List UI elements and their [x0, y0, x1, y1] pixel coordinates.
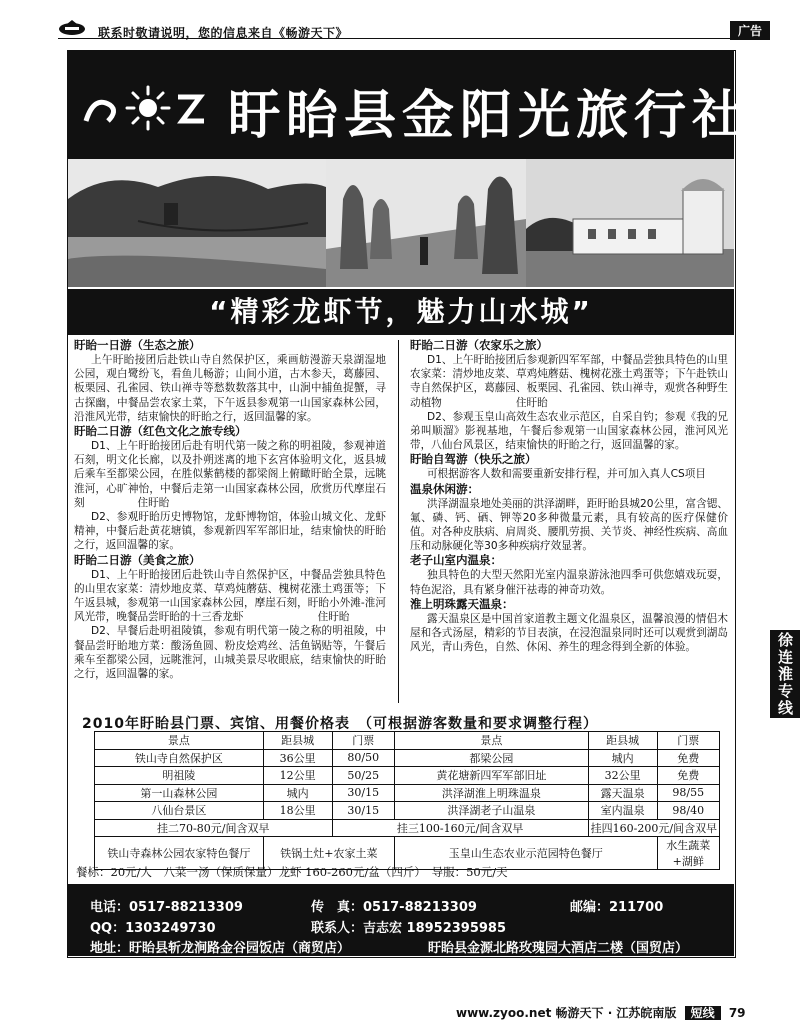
meal-price-line: 餐标：20元/人 八菜一汤（保质保量）龙虾 160-260元/盆（四斤） 导服：50元/天: [76, 865, 508, 879]
table-cell: 黄花塘新四军军部旧址: [395, 767, 589, 785]
table-cell: 12公里: [263, 767, 332, 785]
hotel-price-cell: 挂二70-80元/间含双早: [95, 819, 333, 837]
page-header: [0, 0, 800, 40]
header-rule: [58, 38, 770, 39]
qq-number: QQ：1303249730: [90, 921, 216, 936]
contact-person: 联系人：吉志宏 18952395985: [311, 921, 507, 936]
table-cell: 32公里: [588, 767, 657, 785]
table-header-cell: 距县城: [263, 732, 332, 750]
table-cell: 30/15: [332, 784, 395, 802]
hotspring-title: 淮上明珠露天温泉：: [410, 596, 514, 611]
observatory-building-photo: [526, 159, 734, 287]
itinerary-text: 可根据游客人数和需要重新安排行程，并可加入真人CS项目: [426, 468, 706, 481]
table-cell: 室内温泉: [588, 802, 657, 820]
table-cell: 洪泽湖老子山温泉: [395, 802, 589, 820]
column-divider: [398, 340, 399, 703]
table-cell: 98/40: [657, 802, 720, 820]
table-cell: 80/50: [332, 749, 395, 767]
table-row: [95, 767, 720, 785]
table-cell: 30/15: [332, 802, 395, 820]
table-header-cell: 景点: [395, 732, 589, 750]
itinerary-title: 盱眙自驾游（快乐之旅）: [410, 452, 537, 467]
restaurant-cell: 玉皇山生态农业示范园特色餐厅: [395, 837, 658, 870]
hotspring-title: 温泉休闲游：: [410, 481, 479, 496]
hotspring-text: 洪泽湖温泉地处美丽的洪泽湖畔，距盱眙县城20公里，富含锶、氟、磷、钙、硒、钾等20多种微量元素，具有较高的医疗保健价值。对各种皮肤病、肩周炎、腰肌劳损、关节炎、神经性疾病、高血压和动脉硬化等30多种疾病疗效显著。: [410, 497, 728, 553]
itinerary-title: 盱眙二日游（农家乐之旅）: [410, 338, 548, 352]
table-cell: 都梁公园: [395, 749, 589, 767]
restaurant-cell: 水生蔬菜+湖鲜: [657, 837, 720, 870]
itinerary-title: 盱眙二日游（红色文化之旅专线）: [74, 424, 247, 439]
table-header-cell: 景点: [95, 732, 264, 750]
route-side-tab: 徐连淮专线: [770, 630, 800, 718]
website-link[interactable]: www.zyoo.net: [456, 1006, 552, 1020]
table-cell: 八仙台景区: [95, 802, 264, 820]
table-header-cell: 距县城: [588, 732, 657, 750]
restaurant-cell: 铁锅土灶+农家土菜: [263, 837, 394, 870]
table-row: [95, 749, 720, 767]
hotspring-text: 露天温泉区是中国首家道教主题文化温泉区，温馨浪漫的情侣木屋和各式汤屋，精彩的节目表演，在浸泡温泉同时还可以观赏到湖岛风光，青山秀色，自然、休闲、养生的理念得到全新的体验。: [410, 612, 728, 654]
itinerary-text: D1、上午盱眙接团后参观新四军军部，中餐品尝独具特色的山里农家菜：清炒地皮菜、草鸡炖蘑菇、槐树花涨土鸡蛋等；下午赴铁山寺自然保护区，葛藤园、板栗园、孔雀园、铁山禅寺，观赏各种野生动植物 住盱眙: [410, 354, 728, 409]
right-itinerary-column: [410, 338, 728, 654]
table-header-cell: 门票: [657, 732, 720, 750]
itinerary-text: D2、参观玉皇山高效生态农业示范区，自采自钓；参观《我的兄弟叫顺溜》影视基地，午餐后参观第一山国家森林公园，淮河风光带，八仙台风景区，结束愉快的盱眙之行，返回温馨的家。: [410, 410, 728, 452]
restaurant-cell: 铁山寺森林公园农家特色餐厅: [95, 837, 264, 870]
address-guomao: 盱眙县金源北路玫瑰园大酒店二楼（国贸店）: [428, 941, 689, 956]
table-cell: 免费: [657, 749, 720, 767]
table-row: [95, 784, 720, 802]
source-notice: 联系时敬请说明，您的信息来自《畅游天下》: [98, 26, 349, 40]
table-cell: 城内: [588, 749, 657, 767]
page-number: 79: [728, 1006, 746, 1020]
agency-name: 盱眙县金阳光旅行社: [228, 85, 751, 146]
table-cell: 城内: [263, 784, 332, 802]
hotel-price-cell: 挂四160-200元/间含双早: [588, 819, 719, 837]
table-cell: 铁山寺自然保护区: [95, 749, 264, 767]
ad-label: 广告: [730, 21, 770, 40]
fax-number: 传 真：0517-88213309: [311, 900, 477, 915]
itinerary-text: D2、早餐后赴明祖陵镇，参观有明代第一陵之称的明祖陵，中餐品尝盱眙地方菜：酸汤鱼圆、粉皮烩鸡丝、活鱼锅贴等，午餐后乘车至都梁公园，远眺淮河，山城美景尽收眼底，结束愉快的盱眙之行，返回温馨的家。: [74, 625, 386, 681]
sun-brand-logo-icon: [78, 81, 208, 136]
scenery-photo-strip: [68, 159, 734, 287]
itinerary-title: 盱眙二日游（美食之旅）: [74, 552, 201, 567]
table-cell: 免费: [657, 767, 720, 785]
table-cell: 露天温泉: [588, 784, 657, 802]
itinerary-text: D1、上午盱眙接团后赴铁山寺自然保护区，中餐品尝独具特色的山里农家菜：清炒地皮菜、草鸡炖蘑菇、槐树花涨土鸡蛋等；下午返县城，参观第一山国家森林公园，摩崖石刻，盱眙小外滩-淮河风光带，晚餐品尝盱眙的十三香龙虾 住盱眙: [74, 568, 386, 624]
table-header-row: [95, 732, 720, 750]
left-itinerary-column: [74, 338, 386, 681]
itinerary-text: 上午盱眙接团后赴铁山寺自然保护区，乘画舫漫游天泉湖湿地公园，观白鹭纷飞，看鱼儿畅游；山间小道，古木参天，葛藤园、板栗园、孔雀园、铁山禅寺等愁数数落其中，山涧中捕鱼捉蟹，寻古探幽，中餐品尝农家土菜，下午返县参观第一山国家森林公园，沿淮风光带，结束愉快的盱眙之行，返回温馨的家。: [74, 354, 386, 423]
itinerary-text: D2、参观盱眙历史博物馆，龙虾博物馆，体验山城文化、龙虾精神，中餐后赴黄花塘镇，参观新四军军部旧址，结束愉快的盱眙之行，返回温馨的家。: [74, 511, 386, 552]
stone-statues-photo: [326, 159, 526, 287]
price-table-title: 2010年盱眙县门票、宾馆、用餐价格表 （可根据游客数量和要求调整行程）: [82, 716, 598, 732]
table-cell: 明祖陵: [95, 767, 264, 785]
lake-bridge-photo: [68, 159, 326, 287]
hotel-price-cell: 挂三100-160元/间含双早: [332, 819, 588, 837]
table-cell: 98/55: [657, 784, 720, 802]
agency-banner: [68, 51, 751, 159]
section-badge: 短线: [685, 1006, 721, 1020]
magazine-logo-icon: [58, 18, 86, 36]
itinerary-text: D1、上午盱眙接团后赴有明代第一陵之称的明祖陵，参观神道石刻，明文化长廊，以及扑朔迷离的地下玄宫体验明文化，返县城后乘车至都梁公园，在胜似紫鹤楼的都梁阁上俯瞰盱眙全景，远眺淮河，心旷神怡，中餐后走第一山国家森林公园，欣赏历代摩崖石刻 住盱眙: [74, 440, 386, 509]
postcode: 邮编：211700: [570, 900, 664, 915]
festival-slogan: “精彩龙虾节，魅力山水城”: [68, 289, 734, 335]
itinerary-title: 盱眙一日游（生态之旅）: [74, 338, 201, 352]
table-header-cell: 门票: [332, 732, 395, 750]
hotspring-title: 老子山室内温泉：: [410, 553, 502, 568]
phone-number: 电话：0517-88213309: [90, 900, 243, 915]
contact-block: [68, 884, 734, 956]
table-cell: 第一山森林公园: [95, 784, 264, 802]
magazine-edition: 畅游天下 · 江苏皖南版: [555, 1006, 677, 1020]
table-row: [95, 802, 720, 820]
hotspring-text: 独具特色的大型天然阳光室内温泉游泳池四季可供您嬉戏玩耍，特色泥浴，具有紧身催汗祛毒的神奇功效。: [410, 569, 728, 596]
table-cell: 18公里: [263, 802, 332, 820]
price-table: [94, 731, 720, 870]
page-footer: [456, 1004, 746, 1021]
address-shangmao: 地址：盱眙县斩龙涧路金谷园饭店（商贸店）: [90, 941, 351, 956]
table-cell: 洪泽湖淮上明珠温泉: [395, 784, 589, 802]
hotel-row: [95, 819, 720, 837]
table-cell: 50/25: [332, 767, 395, 785]
table-cell: 36公里: [263, 749, 332, 767]
